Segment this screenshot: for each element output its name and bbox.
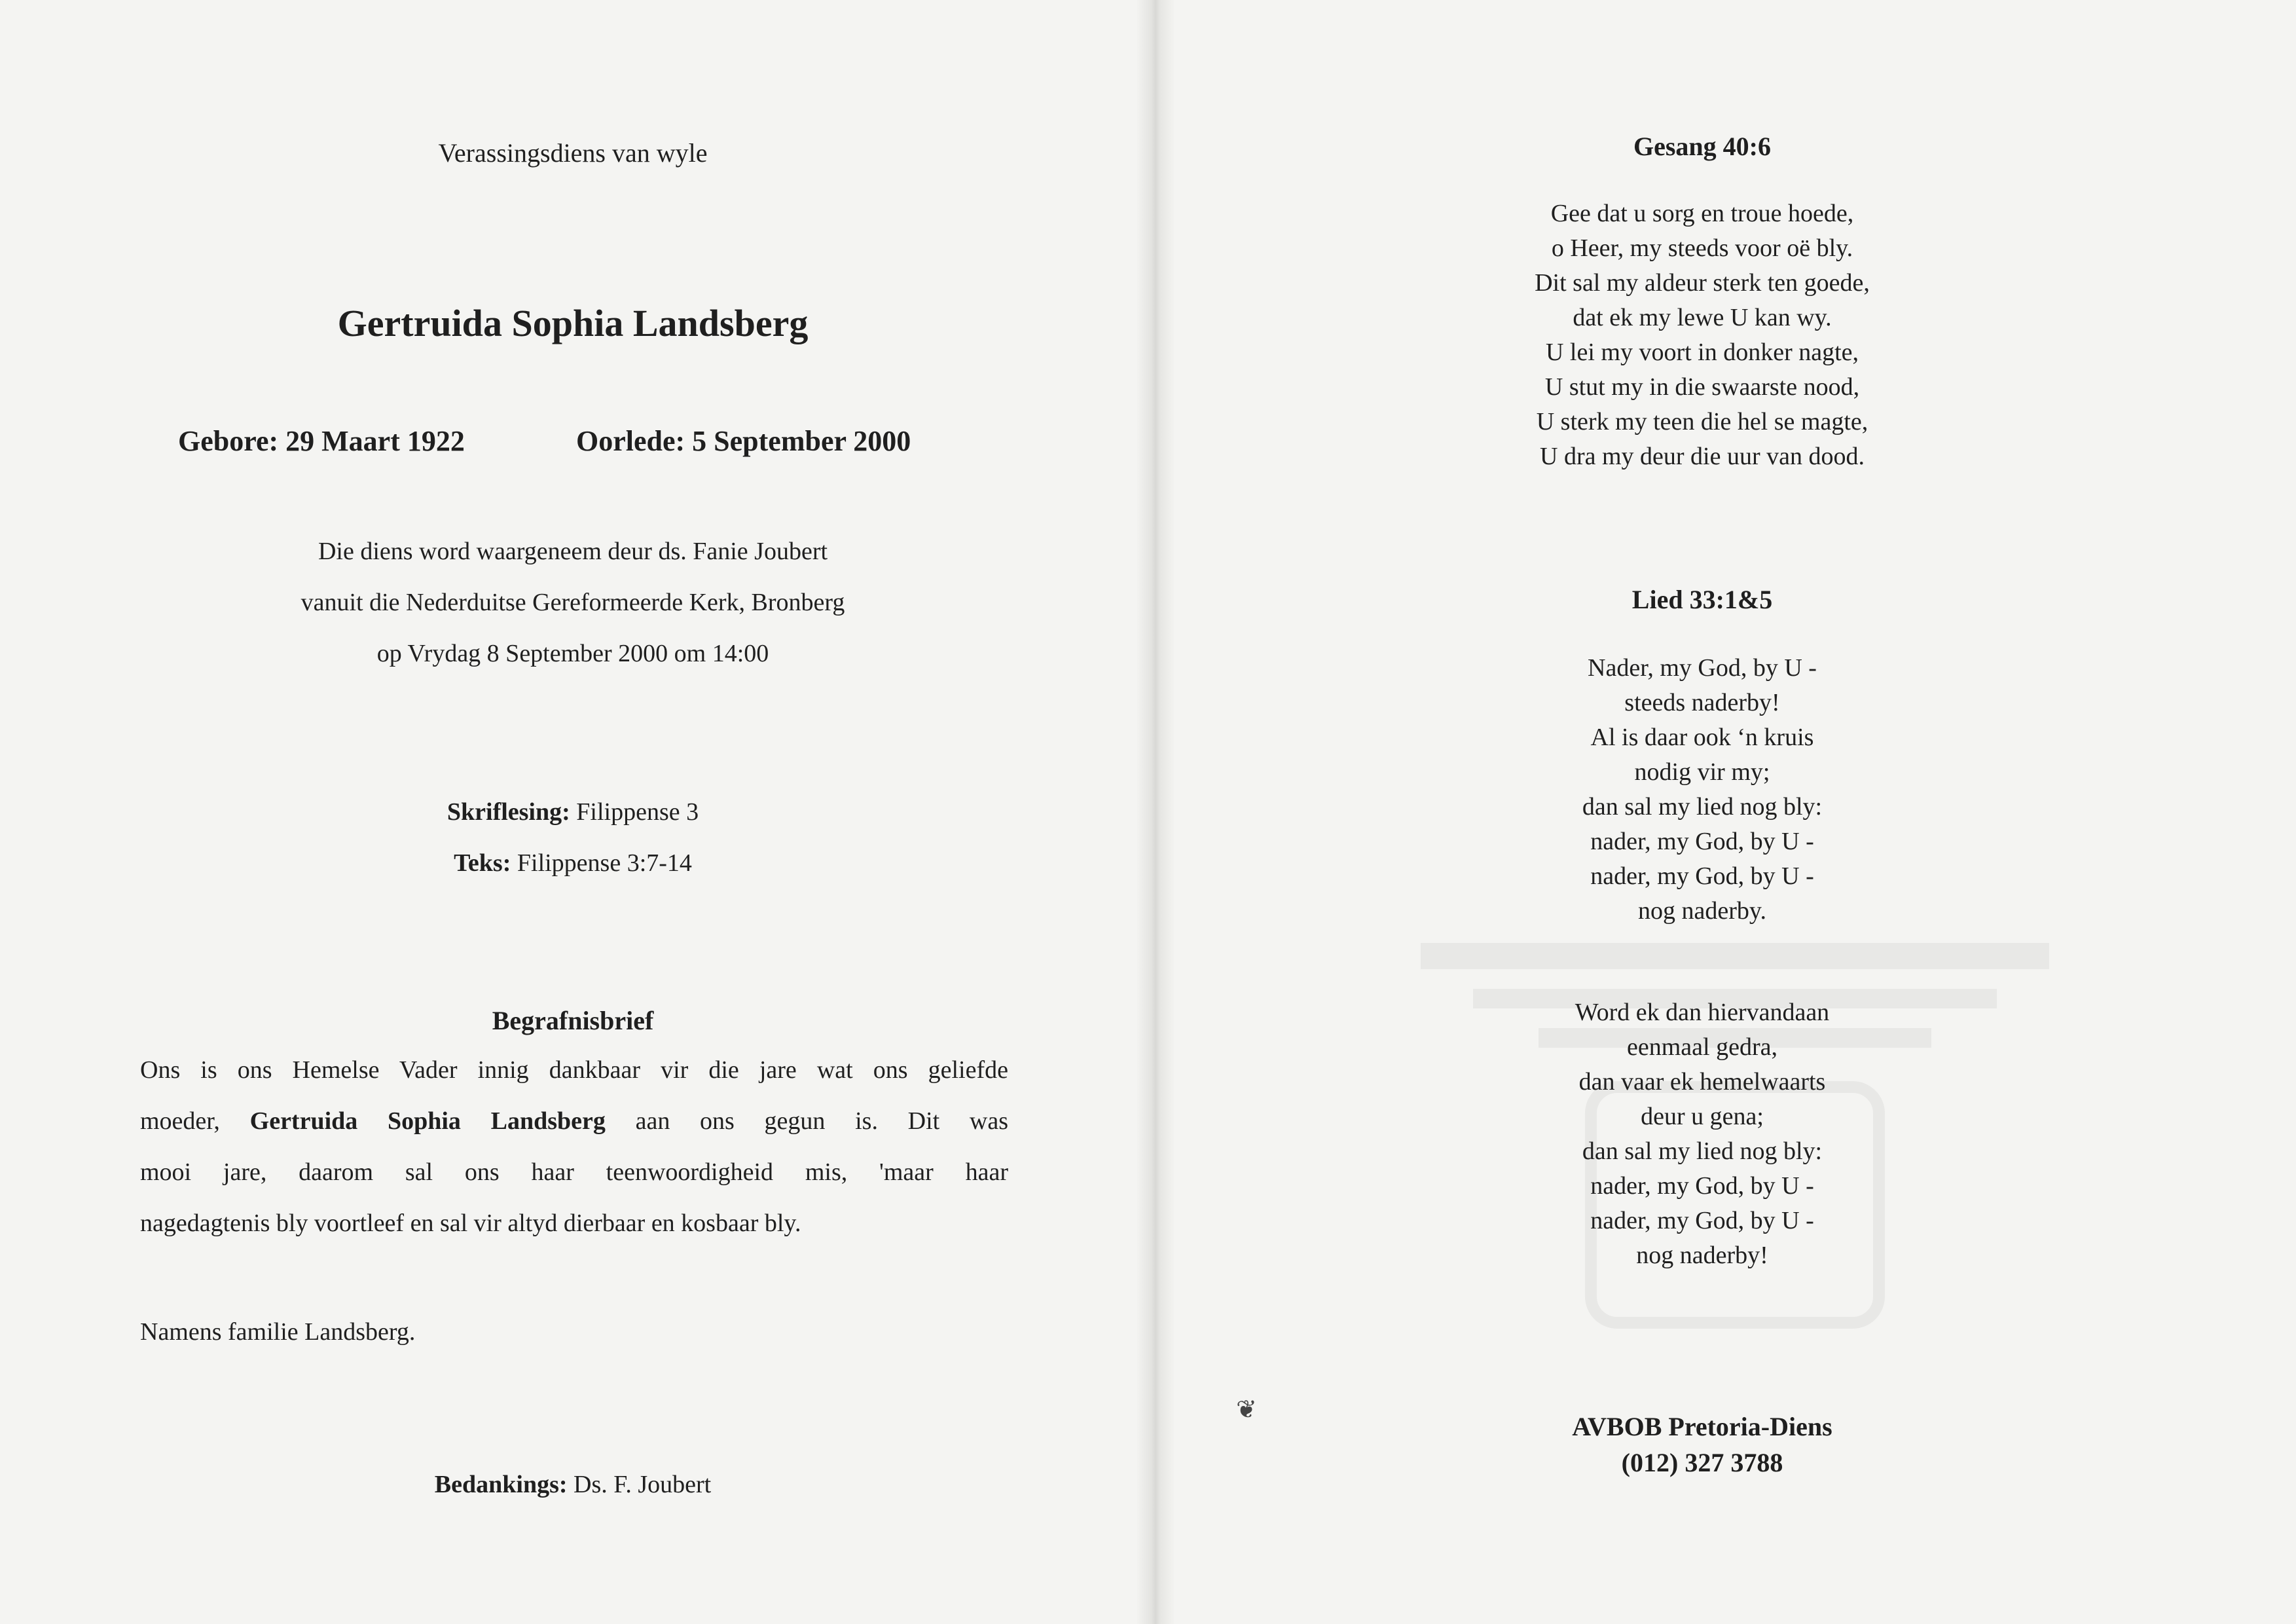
verse-line: U dra my deur die uur van dood.	[1540, 443, 1865, 470]
verse-line: dat ek my lewe U kan wy.	[1573, 304, 1832, 331]
verse-line: dan vaar ek hemelwaarts	[1578, 1068, 1826, 1096]
deceased-name: Gertruida Sophia Landsberg	[337, 302, 809, 344]
letter-line: mooi jare, daarom sal ons haar teenwoordigheid mis, 'maar haar	[140, 1158, 1008, 1186]
verse-line: nader, my God, by U -	[1590, 862, 1814, 890]
hymn1-verse	[1375, 196, 2030, 474]
letter-line: Ons is ons Hemelse Vader innig dankbaar vir die jare wat ons geliefde	[140, 1056, 1008, 1084]
letter-line: nagedagtenis bly voortleef en sal vir altyd dierbaar en kosbaar bly.	[140, 1209, 801, 1237]
died-label: Oorlede:	[576, 425, 685, 457]
acknowledgements	[0, 1470, 1146, 1499]
funeral-letter	[140, 1044, 1008, 1249]
letter-line	[140, 1096, 1008, 1147]
verse-line: U lei my voort in donker nagte,	[1545, 339, 1859, 366]
letter-line-part: aan ons gegun is. Dit was	[635, 1107, 1008, 1135]
verse-line: nog naderby!	[1636, 1242, 1768, 1269]
thanks-label: Bedankings:	[434, 1471, 568, 1498]
verse-line: deur u gena;	[1641, 1103, 1764, 1130]
letter-name: Gertruida Sophia Landsberg	[249, 1107, 606, 1135]
hymn1-title: Gesang 40:6	[1633, 132, 1771, 161]
verse-line: o Heer, my steeds voor oë bly.	[1551, 234, 1853, 262]
verse-line: nader, my God, by U -	[1590, 828, 1814, 855]
verse-line: U sterk my teen die hel se magte,	[1536, 408, 1868, 435]
hymn2-title: Lied 33:1&5	[1631, 585, 1773, 614]
reading-label: Skriflesing:	[446, 798, 570, 826]
funeral-home-phone: (012) 327 3788	[1621, 1448, 1783, 1477]
verse-line: dan sal my lied nog bly:	[1582, 1137, 1823, 1165]
verse-line: nodig vir my;	[1634, 758, 1770, 786]
verse-line: nog naderby.	[1638, 897, 1766, 925]
thanks-value: Ds. F. Joubert	[574, 1471, 712, 1498]
letter-line-part: moeder,	[140, 1107, 220, 1135]
born-value: 29 Maart 1922	[285, 425, 465, 457]
verse-line: steeds naderby!	[1624, 689, 1780, 716]
service-line: vanuit die Nederduitse Gereformeerde Kerk, Bronberg	[301, 589, 845, 616]
verse-line: dan sal my lied nog bly:	[1582, 793, 1823, 821]
verse-line: Gee dat u sorg en troue hoede,	[1550, 200, 1854, 227]
verse-line: nader, my God, by U -	[1590, 1207, 1814, 1234]
verse-line: U stut my in die swaarste nood,	[1544, 373, 1860, 401]
sermon-text	[0, 849, 1146, 877]
reading-value: Filippense 3	[576, 798, 699, 826]
verse-line: Al is daar ook ‘n kruis	[1590, 724, 1814, 751]
decorative-mark-icon: ❦	[1236, 1396, 1257, 1424]
service-line: op Vrydag 8 September 2000 om 14:00	[376, 640, 769, 667]
verse-line: eenmaal gedra,	[1627, 1033, 1777, 1061]
born-label: Gebore:	[178, 425, 279, 457]
text-label: Teks:	[454, 849, 511, 877]
intro-text: Verassingsdiens van wyle	[438, 138, 708, 168]
birth-date	[178, 424, 465, 458]
verse-line: Word ek dan hiervandaan	[1575, 999, 1830, 1026]
hymn2-verse2	[1375, 995, 2030, 1273]
family-signoff: Namens familie Landsberg.	[140, 1318, 416, 1346]
service-line: Die diens word waargeneem deur ds. Fanie Joubert	[318, 538, 828, 565]
died-value: 5 September 2000	[692, 425, 911, 457]
verse-line: Dit sal my aldeur sterk ten goede,	[1535, 269, 1870, 297]
verse-line: Nader, my God, by U -	[1588, 654, 1817, 682]
hymn2-verse1	[1375, 651, 2030, 929]
funeral-home-name: AVBOB Pretoria-Diens	[1572, 1412, 1832, 1441]
scripture-reading	[0, 798, 1146, 826]
death-date	[576, 424, 911, 458]
letter-heading: Begrafnisbrief	[492, 1006, 654, 1035]
text-value: Filippense 3:7-14	[517, 849, 692, 877]
verse-line: nader, my God, by U -	[1590, 1172, 1814, 1200]
